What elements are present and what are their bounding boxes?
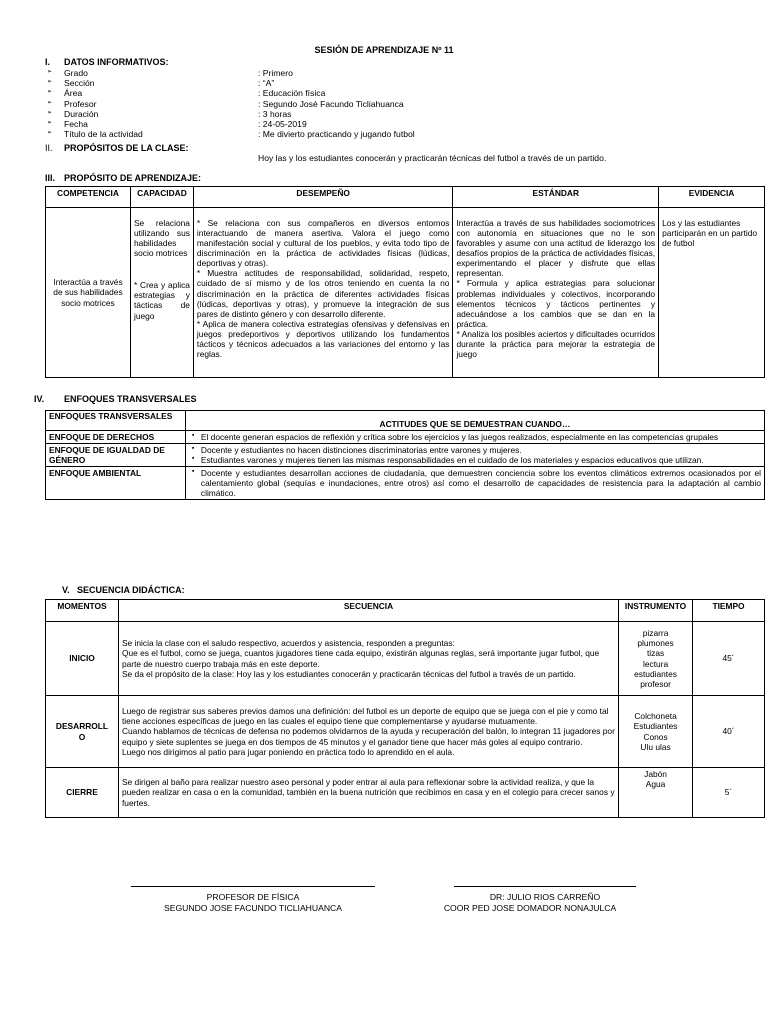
bullet-icon: ➢ xyxy=(47,130,53,137)
signature-role-1: PROFESOR DE FÍSICA xyxy=(206,892,300,902)
enfoque-name: ENFOQUE DE DERECHOS xyxy=(46,431,186,444)
list-item: ▪ El docente generan espacios de reflexión y crítica sobre los ejercicios y las juegos realizados, especialmente en las competencias grupales xyxy=(201,432,761,442)
sequence-table xyxy=(45,599,765,818)
info-value: : 3 horas xyxy=(258,108,292,119)
instrumento-desarrollo: Colchoneta Estudiantes Conos Ulu ulas xyxy=(619,696,693,768)
header-actitudes: ACTITUDES QUE SE DEMUESTRAN CUANDO… xyxy=(185,411,764,431)
cell-evidencia: Los y las estudiantes participarán en un partido de futbol xyxy=(659,208,765,378)
info-label: Fecha xyxy=(64,119,88,129)
enfoque-name: ENFOQUE AMBIENTAL xyxy=(46,467,186,500)
header-evidencia: EVIDENCIA xyxy=(659,187,765,208)
secuencia-desarrollo: Luego de registrar sus saberes previos damos una definición: del futbol es un deporte de equipo que se juega con el pie y como tal tiene acciones específicas de juego en las cuales el equipo tiene que complementarse y ayudarse mutuamente. Cuando hablamos de técnicas de defensa no podemos olvidarnos de la ayuda y recuperación del balón, lo integran 11 jugadores por equipo y siete suplentes se juega en dos tiempos de 45 minutos y el ganador tiene que hacer más goles al equipo contrario. Luego nos dirigimos al patio para jugar poniendo en práctica todo lo aprendido en el aula. xyxy=(118,696,618,768)
info-value: : Primero xyxy=(258,68,293,78)
header-momentos: MOMENTOS xyxy=(46,600,119,622)
header-instrumento: INSTRUMENTO xyxy=(619,600,693,622)
list-item: ▪ Docente y estudiantes desarrollan acciones de ciudadanía, que demuestren conciencia sobre los eventos climáticos extremos ocasionados por el calentamiento global (sequías e inundaciones, entre otros) así como el desarrollo de capacidades de resistencia para la adaptación al cambio climático. xyxy=(201,468,761,498)
header-desempeno: DESEMPEÑO xyxy=(193,187,453,208)
instrumento-cierre: Jabón Agua xyxy=(619,768,693,818)
info-value: : “A” xyxy=(258,78,275,89)
header-enfoques: ENFOQUES TRANSVERSALES xyxy=(46,411,186,431)
signature-line-1 xyxy=(131,886,375,887)
signature-name-1: SEGUNDO JOSE FACUNDO TICLIAHUANCA xyxy=(164,903,342,913)
info-label: Duración xyxy=(64,108,99,119)
enfoque-name: ENFOQUE DE IGUALDAD DE GÉNERO xyxy=(46,444,186,467)
bullet-icon: ➢ xyxy=(47,109,53,116)
learning-purpose-table xyxy=(45,186,765,378)
info-label: Grado xyxy=(64,68,88,78)
info-label: Título de la actividad xyxy=(64,129,143,140)
info-label: Sección xyxy=(64,78,95,89)
momento-desarrollo: DESARROLL O xyxy=(46,696,119,768)
enfoque-actitudes xyxy=(185,467,764,500)
cell-competencia: Interactúa a través de sus habilidades socio motrices xyxy=(46,208,131,378)
header-competencia: COMPETENCIA xyxy=(46,187,131,208)
bullet-icon: ➢ xyxy=(47,69,53,75)
info-label: Profesor xyxy=(64,98,97,109)
section1-number: I. xyxy=(45,57,51,67)
tiempo-desarrollo: 40´ xyxy=(693,696,765,768)
instrumento-inicio: pizarra plumones tizas lectura estudiantes profesor xyxy=(619,622,693,696)
page-title: SESIÓN DE APRENDIZAJE Nº 11 xyxy=(314,45,454,55)
info-value: : 24-05-2019 xyxy=(258,119,307,129)
capacidad-1: Se relaciona utilizando sus habilidades socio motrices xyxy=(133,218,190,259)
info-label: Área xyxy=(64,88,83,99)
momento-cierre: CIERRE xyxy=(46,768,119,818)
section3-number: III. xyxy=(45,173,56,183)
class-purpose: Hoy las y los estudiantes conocerán y practicarán técnicas del futbol a través de un partido. xyxy=(258,153,607,163)
section2-heading: PROPÓSITOS DE LA CLASE: xyxy=(64,143,189,153)
cell-capacidad xyxy=(130,208,193,378)
info-value: : Me divierto practicando y jugando futbol xyxy=(258,129,415,140)
section2-number: II. xyxy=(45,143,53,153)
bullet-icon: ➢ xyxy=(47,89,53,96)
signature-line-2 xyxy=(454,886,636,887)
list-item: ▪ Estudiantes varones y mujeres tienen las mismas responsabilidades en el cuidado de los materiales y espacios educativos que utilizan. xyxy=(201,455,761,465)
signature-role-2: DR: JULIO RIOS CARREÑO xyxy=(489,892,601,902)
tiempo-inicio: 45´ xyxy=(693,622,765,696)
section4-heading: ENFOQUES TRANSVERSALES xyxy=(64,394,197,404)
bullet-icon: ➢ xyxy=(47,120,53,126)
cell-estandar: Interactúa a través de sus habilidades sociomotrices con autonomía en situaciones que no le son favorables y asume con una actitud de liderazgo los desafíos propios de la práctica de actividades físicas, experimentando el placer y disfrute que ellas representan. * Formula y aplica estrategias para solucionar problemas individuales y colectivos, incorporando elementos técnicos y tácticos pertinentes y adecuándose a los cambios que se dan en la práctica. * Analiza los posibles aciertos y dificultades ocurridos durante la práctica para mejorar la estrategia de juego xyxy=(453,208,659,378)
bullet-icon: ➢ xyxy=(47,99,53,106)
header-estandar: ESTÁNDAR xyxy=(453,187,659,208)
list-item: ▪ Docente y estudiantes no hacen distinciones discriminatorias entre varones y mujeres. xyxy=(201,445,761,455)
cell-desempeno: * Se relaciona con sus compañeros en diversos entornos interactuando de manera asertiva. Valora el juego como manifestación social y cultural de los pueblos, y evita todo tipo de discriminación en la práctica de actividades físicas (lúdicas, deportivas y otras). * Muestra actitudes de responsabilidad, solidaridad, respeto, cuidado de sí mismo y de los otros teniendo en cuenta la no discriminación en la práctica de diferentes actividades físicas (lúdicas, deportivas y otras), y promueve la integración de sus pares de distinto género y con desarrollo diferente. * Aplica de manera colectiva estrategias ofensivas y defensivas en juegos predeportivos y deportivos utilizando los fundamentos tácticos y técnicos adecuados a las variaciones del entorno y las reglas. xyxy=(193,208,453,378)
enfoque-actitudes xyxy=(185,444,764,467)
tiempo-cierre: 5´ xyxy=(693,768,765,818)
section5-number: V. xyxy=(62,585,70,595)
secuencia-inicio: Se inicia la clase con el saludo respectivo, acuerdos y asistencia, responden a preguntas: Que es el futbol, como se juega, cuantos jugadores tiene cada equipo, existirán algunas reglas, será importante jugar futbol, que parte de nuestro cuerpo trabaja más en este deporte. Se da el propósito de la clase: Hoy las y los estudiantes conocerán y practicarán técnicas del futbol a través de un partido. xyxy=(118,622,618,696)
header-tiempo: TIEMPO xyxy=(693,600,765,622)
info-value: : Segundo José Facundo Ticliahuanca xyxy=(258,98,404,109)
enfoque-actitudes xyxy=(185,431,764,444)
section3-heading: PROPÓSITO DE APRENDIZAJE: xyxy=(64,173,202,183)
section1-heading: DATOS INFORMATIVOS: xyxy=(64,57,169,67)
signature-name-2: COOR PED JOSE DOMADOR NONAJULCA xyxy=(443,903,617,913)
header-capacidad: CAPACIDAD xyxy=(130,187,193,208)
bullet-icon: ➢ xyxy=(47,79,53,86)
transversal-table xyxy=(45,410,765,500)
info-value: : Educación física xyxy=(258,88,326,99)
secuencia-cierre: Se dirigen al baño para realizar nuestro aseo personal y poder entrar al aula para reflexionar sobre la actividad realiza, y que la pueden realizar en casa o en la comunidad, también en la buena nutrición que recibimos en casa y en el colegio para crecer sanos y fuertes. xyxy=(118,768,618,818)
header-secuencia: SECUENCIA xyxy=(118,600,618,622)
section5-heading: SECUENCIA DIDÁCTICA: xyxy=(77,585,185,595)
capacidad-2: * Crea y aplica estrategias y tácticas de juego xyxy=(133,280,190,321)
momento-inicio: INICIO xyxy=(46,622,119,696)
section4-number: IV. xyxy=(34,394,45,404)
